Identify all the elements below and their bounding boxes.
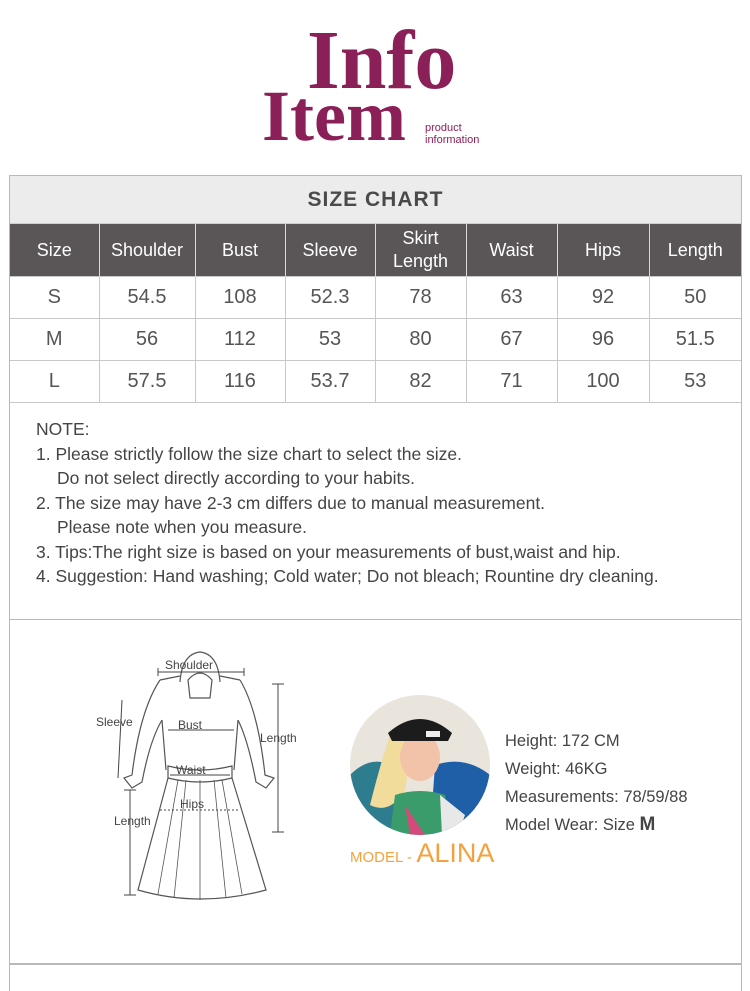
garment-measurement-diagram [90, 650, 320, 910]
logo-word-item: Item [262, 76, 406, 156]
diagram-label-length-top: Length [260, 731, 297, 745]
note-line: 3. Tips:The right size is based on your measurements of bust,waist and hip. [36, 541, 621, 562]
table-cell: 50 [649, 277, 741, 319]
table-cell: 112 [195, 319, 285, 361]
note-line: 4. Suggestion: Hand washing; Cold water; Do not bleach; Rountine dry cleaning. [36, 566, 659, 586]
table-cell: 51.5 [649, 319, 741, 361]
header-shoulder: Shoulder [99, 224, 195, 277]
header-waist: Waist [466, 224, 557, 277]
table-cell: 80 [375, 319, 466, 361]
table-cell: 82 [375, 361, 466, 403]
logo-sub-product: product [425, 122, 462, 134]
model-prefix: MODEL - [350, 849, 412, 866]
note-line: 2. The size may have 2-3 cm differs due to manual measurement. [36, 492, 546, 513]
table-cell: S [10, 277, 99, 319]
table-row [10, 361, 741, 403]
logo-sub-information: information [425, 134, 480, 146]
header-skirt-length: Skirt Length [375, 224, 466, 277]
size-table-header [10, 224, 741, 277]
notes-heading: NOTE: [36, 419, 90, 439]
logo-word-info: Info [307, 14, 457, 107]
logo [0, 0, 750, 165]
note-line: 1. Please strictly follow the size chart to select the size. [36, 443, 463, 464]
model-photo [350, 695, 490, 835]
model-stats [505, 728, 688, 840]
header-length: Length [649, 224, 741, 277]
diagram-label-length-skirt: Length [114, 814, 151, 828]
table-cell: 56 [99, 319, 195, 361]
table-cell: 53.7 [285, 361, 375, 403]
table-cell: 54.5 [99, 277, 195, 319]
size-chart-title: SIZE CHART [10, 176, 741, 224]
diagram-label-sleeve: Sleeve [96, 715, 133, 729]
header-bust: Bust [195, 224, 285, 277]
diagram-label-hips: Hips [180, 797, 205, 811]
diagram-label-bust: Bust [178, 718, 203, 732]
table-cell: 100 [557, 361, 649, 403]
header-size: Size [10, 224, 99, 277]
table-cell: 53 [285, 319, 375, 361]
table-cell: 96 [557, 319, 649, 361]
bottom-panel-edge [9, 963, 742, 991]
table-cell: 116 [195, 361, 285, 403]
model-wear: Model Wear: Size M [505, 814, 656, 836]
model-height: Height: 172 CM [505, 732, 620, 750]
note-line: Please note when you measure. [57, 517, 308, 537]
table-cell: 78 [375, 277, 466, 319]
table-cell: 52.3 [285, 277, 375, 319]
model-name [350, 838, 494, 869]
header-sleeve: Sleeve [285, 224, 375, 277]
note-line: Do not select directly according to your habits. [57, 468, 415, 488]
header-hips: Hips [557, 224, 649, 277]
table-cell: 92 [557, 277, 649, 319]
table-row [10, 277, 741, 319]
diagram-label-waist: Waist [176, 763, 206, 777]
model-measurements: Measurements: 78/59/88 [505, 787, 688, 806]
table-cell: 63 [466, 277, 557, 319]
table-cell: L [10, 361, 99, 403]
table-cell: 108 [195, 277, 285, 319]
model-weight: Weight: 46KG [505, 759, 608, 778]
info-item-logo [250, 0, 510, 160]
table-cell: 53 [649, 361, 741, 403]
table-cell: 67 [466, 319, 557, 361]
size-table [10, 224, 741, 402]
diagram-label-shoulder: Shoulder [165, 658, 214, 672]
model-name-text: ALINA [416, 838, 495, 868]
table-row [10, 319, 741, 361]
size-chart-panel [9, 175, 742, 621]
table-cell: 57.5 [99, 361, 195, 403]
notes-section [10, 403, 741, 589]
table-cell: 71 [466, 361, 557, 403]
table-cell: M [10, 319, 99, 361]
